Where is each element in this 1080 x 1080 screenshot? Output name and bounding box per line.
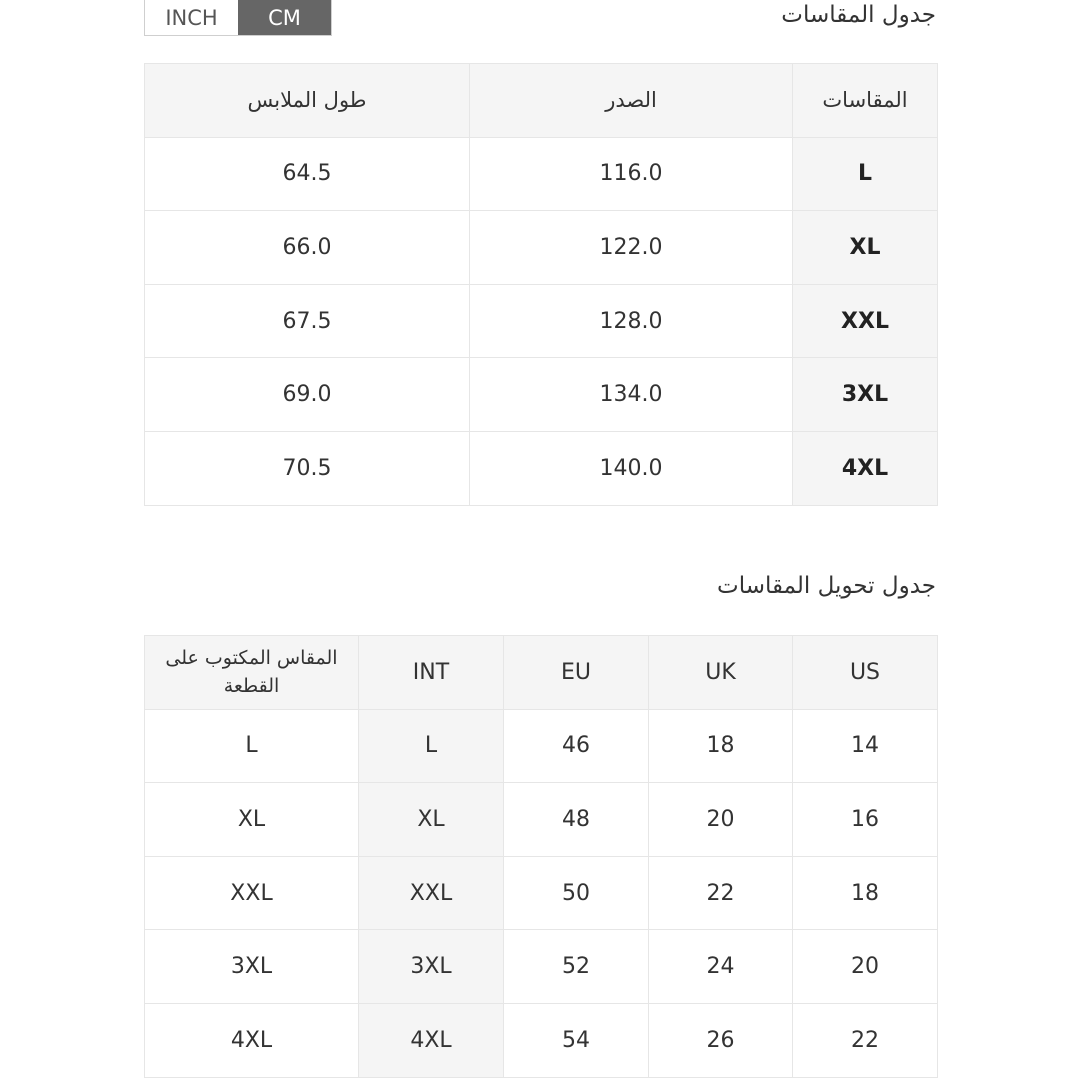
table-row (145, 709, 938, 783)
size-cell: XXL (793, 284, 938, 358)
size-cell: XL (793, 211, 938, 285)
label-size-cell: XL (145, 783, 359, 857)
table-row (145, 1003, 938, 1077)
int-cell: XXL (359, 856, 504, 930)
table-header-row (145, 64, 938, 138)
us-cell: 18 (793, 856, 938, 930)
uk-cell: 26 (649, 1003, 793, 1077)
chest-cell: 140.0 (470, 431, 793, 505)
chest-cell: 128.0 (470, 284, 793, 358)
table-header-row (145, 636, 938, 710)
int-cell: L (359, 709, 504, 783)
size-cell: 3XL (793, 358, 938, 432)
size-chart-title: جدول المقاسات (781, 2, 936, 28)
eu-cell: 54 (504, 1003, 649, 1077)
label-size-cell: 3XL (145, 930, 359, 1004)
size-chart-table (144, 63, 938, 506)
length-cell: 69.0 (145, 358, 470, 432)
us-cell: 14 (793, 709, 938, 783)
label-size-cell: L (145, 709, 359, 783)
size-cell: L (793, 137, 938, 211)
int-cell: XL (359, 783, 504, 857)
uk-cell: 22 (649, 856, 793, 930)
uk-cell: 24 (649, 930, 793, 1004)
label-size-cell: XXL (145, 856, 359, 930)
table-row (145, 358, 938, 432)
table-row (145, 284, 938, 358)
header-chest: الصدر (470, 64, 793, 138)
table-row (145, 783, 938, 857)
uk-cell: 18 (649, 709, 793, 783)
header-eu: EU (504, 636, 649, 710)
table-row (145, 431, 938, 505)
us-cell: 22 (793, 1003, 938, 1077)
label-size-cell: 4XL (145, 1003, 359, 1077)
header-length: طول الملابس (145, 64, 470, 138)
int-cell: 4XL (359, 1003, 504, 1077)
header-size: المقاسات (793, 64, 938, 138)
conversion-chart-table (144, 635, 938, 1078)
uk-cell: 20 (649, 783, 793, 857)
us-cell: 16 (793, 783, 938, 857)
table-row (145, 930, 938, 1004)
size-cell: 4XL (793, 431, 938, 505)
header-label-size: المقاس المكتوب على القطعة (145, 636, 359, 710)
length-cell: 66.0 (145, 211, 470, 285)
table-row (145, 137, 938, 211)
unit-toggle (144, 0, 332, 36)
header-int: INT (359, 636, 504, 710)
chest-cell: 116.0 (470, 137, 793, 211)
chest-cell: 122.0 (470, 211, 793, 285)
chest-cell: 134.0 (470, 358, 793, 432)
eu-cell: 50 (504, 856, 649, 930)
int-cell: 3XL (359, 930, 504, 1004)
us-cell: 20 (793, 930, 938, 1004)
header-us: US (793, 636, 938, 710)
inch-button[interactable]: INCH (145, 0, 238, 35)
cm-button[interactable]: CM (238, 0, 331, 35)
length-cell: 67.5 (145, 284, 470, 358)
conversion-chart-title: جدول تحويل المقاسات (717, 573, 936, 599)
table-row (145, 856, 938, 930)
length-cell: 70.5 (145, 431, 470, 505)
table-row (145, 211, 938, 285)
length-cell: 64.5 (145, 137, 470, 211)
eu-cell: 52 (504, 930, 649, 1004)
eu-cell: 46 (504, 709, 649, 783)
eu-cell: 48 (504, 783, 649, 857)
header-uk: UK (649, 636, 793, 710)
